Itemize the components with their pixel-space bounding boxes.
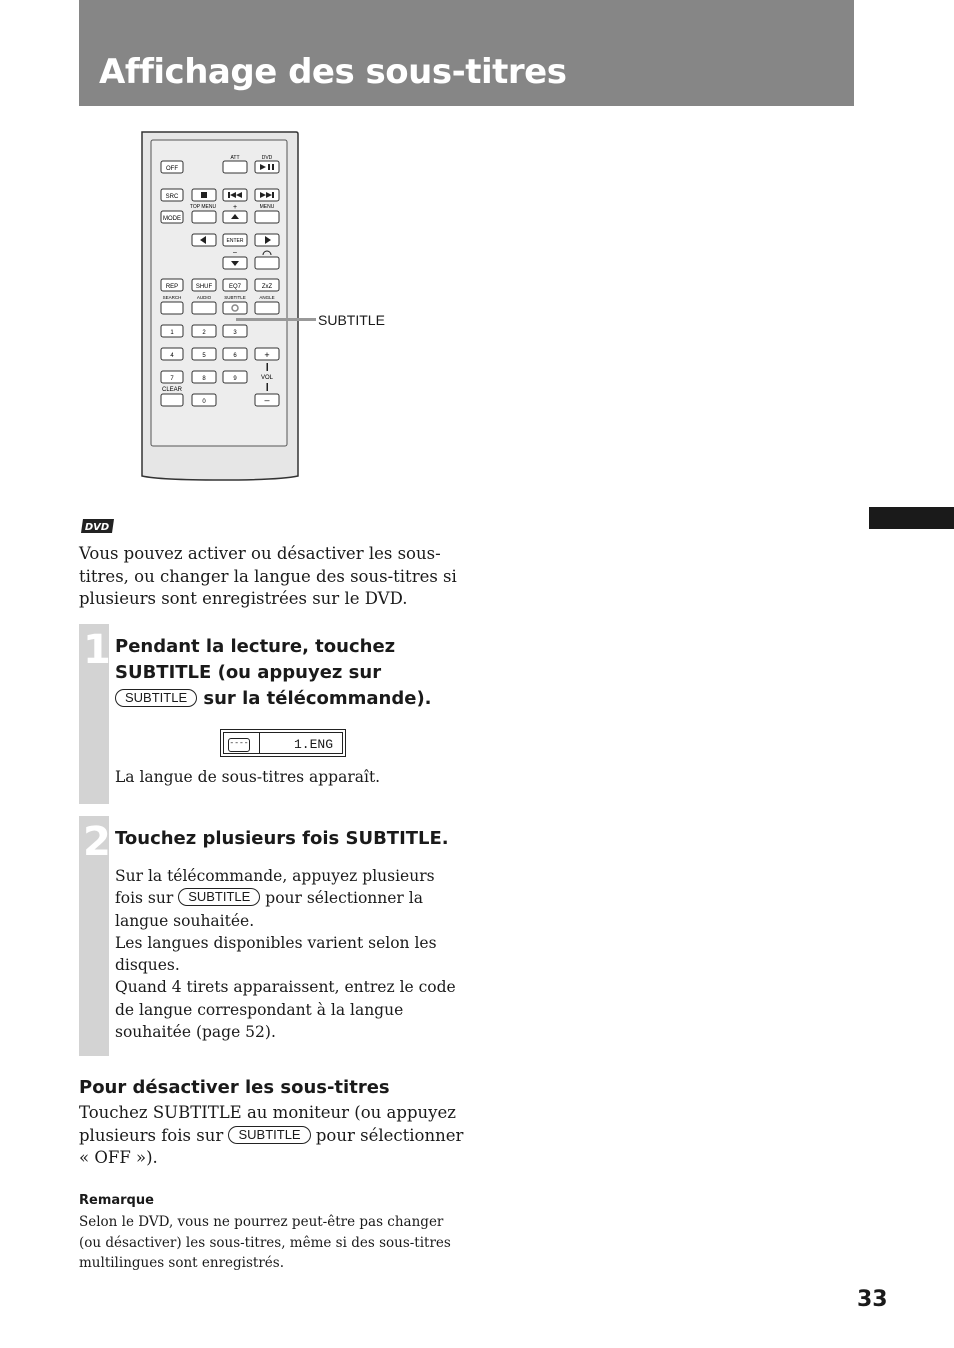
step2-heading: Touchez plusieurs fois SUBTITLE. [115,828,449,849]
remote-label-mode: MODE [163,216,181,222]
remote-label-dvd: DVD [261,155,273,161]
dvd-icon [80,518,115,534]
step2-text-before: Sur la télécommande, appuyez plusieurs fois sur [115,867,435,908]
intro-text: Vous pouvez activer ou désactiver les sous-titres, ou changer la langue des sous-titres si plusieurs sont enregistrées sur le DVD. [79,544,457,608]
remote-label-shuf: SHUF [195,284,213,290]
remote-label-src: SRC [165,194,179,200]
remote-digit: 8 [202,376,206,382]
remote-label-angle: ANGLE [259,295,275,300]
step1-heading-line2: SUBTITLE (ou appuyez sur [115,662,382,683]
off-section-text [79,1102,464,1170]
step2-text2: Les langues disponibles varient selon les disques. [115,933,437,975]
remote-digit: 4 [170,353,174,359]
remote-label-top-menu: TOP MENU [189,204,217,210]
subtitle-icon: ---- [228,738,250,752]
remote-control-svg [140,130,300,484]
subtitle-display [220,729,346,757]
step1-caption: La langue de sous-titres apparaît. [115,768,381,786]
note-text: Selon le DVD, vous ne pourrez peut-être pas changer (ou désactiver) les sous-titres, même si des sous-titres multilingues sont enregistrés. [79,1214,451,1271]
note-title: Remarque [79,1193,154,1208]
step2-text3: Quand 4 tirets apparaissent, entrez le code de langue correspondant à la langue souhaitée (page 52). [115,978,456,1042]
remote-label-menu: MENU [259,204,275,210]
remote-label-plus: + [232,204,238,211]
remote-digit: 2 [202,330,206,336]
remote-label-rep: REP [165,284,179,290]
remote-label-vol: VOL [260,375,274,381]
remote-digit: 3 [233,330,237,336]
remote-label-att: ATT [230,155,240,161]
side-tab [869,507,954,529]
remote-vol-plus: + [264,350,270,360]
step1-heading-line3: sur la télécommande). [203,688,432,709]
step2-number: 2 [83,819,111,865]
remote-label-search: SEARCH [162,295,182,300]
remote-label-enter: ENTER [226,238,244,244]
off-text-before: Touchez SUBTITLE au moniteur (ou appuyez plusieurs fois sur [79,1103,456,1145]
dvd-badge-text: DVD [84,522,110,533]
subtitle-callout-line [236,318,316,321]
step2-text [115,865,460,1043]
remote-label-zxz: ZxZ [261,284,273,290]
play-pause-button-shape [255,161,279,173]
remote-digit: 6 [233,353,237,359]
page-number: 33 [857,1287,888,1312]
step1-heading [115,634,460,712]
stop-icon [201,192,207,198]
step1-heading-line1: Pendant la lecture, touchez [115,636,396,657]
att-button-shape [223,161,247,173]
remote-digit: 5 [202,353,206,359]
off-section-title: Pour désactiver les sous-titres [79,1077,390,1098]
remote-vol-minus: – [264,395,270,405]
remote-label-subtitle: SUBTITLE [224,295,246,300]
remote-digit: 9 [233,376,237,382]
subtitle-language-value: 1.ENG [294,737,334,752]
remote-digit: 1 [170,330,174,336]
subtitle-callout-dot [232,305,238,311]
step2-text-after: pour sélectionner la langue souhaitée. [115,889,423,930]
subtitle-remote-button-ref: SUBTITLE [115,689,197,707]
step1-number: 1 [83,627,111,673]
remote-digit: 0 [202,399,206,405]
remote-label-minus: – [233,249,237,256]
page-title: Affichage des sous-titres [99,52,567,92]
subtitle-callout-label: SUBTITLE [318,312,385,328]
header-bar [79,0,854,106]
off-text-after: pour sélectionner « OFF »). [79,1125,464,1167]
remote-label-off: OFF [166,166,178,172]
remote-label-eq7: EQ7 [228,284,242,290]
remote-digit: 7 [170,376,174,382]
remote-control-illustration [140,130,385,488]
remote-label-clear: CLEAR [161,387,183,393]
subtitle-remote-button-ref: SUBTITLE [178,888,260,906]
subtitle-remote-button-ref: SUBTITLE [228,1126,310,1144]
remote-label-audio: AUDIO [196,295,212,300]
